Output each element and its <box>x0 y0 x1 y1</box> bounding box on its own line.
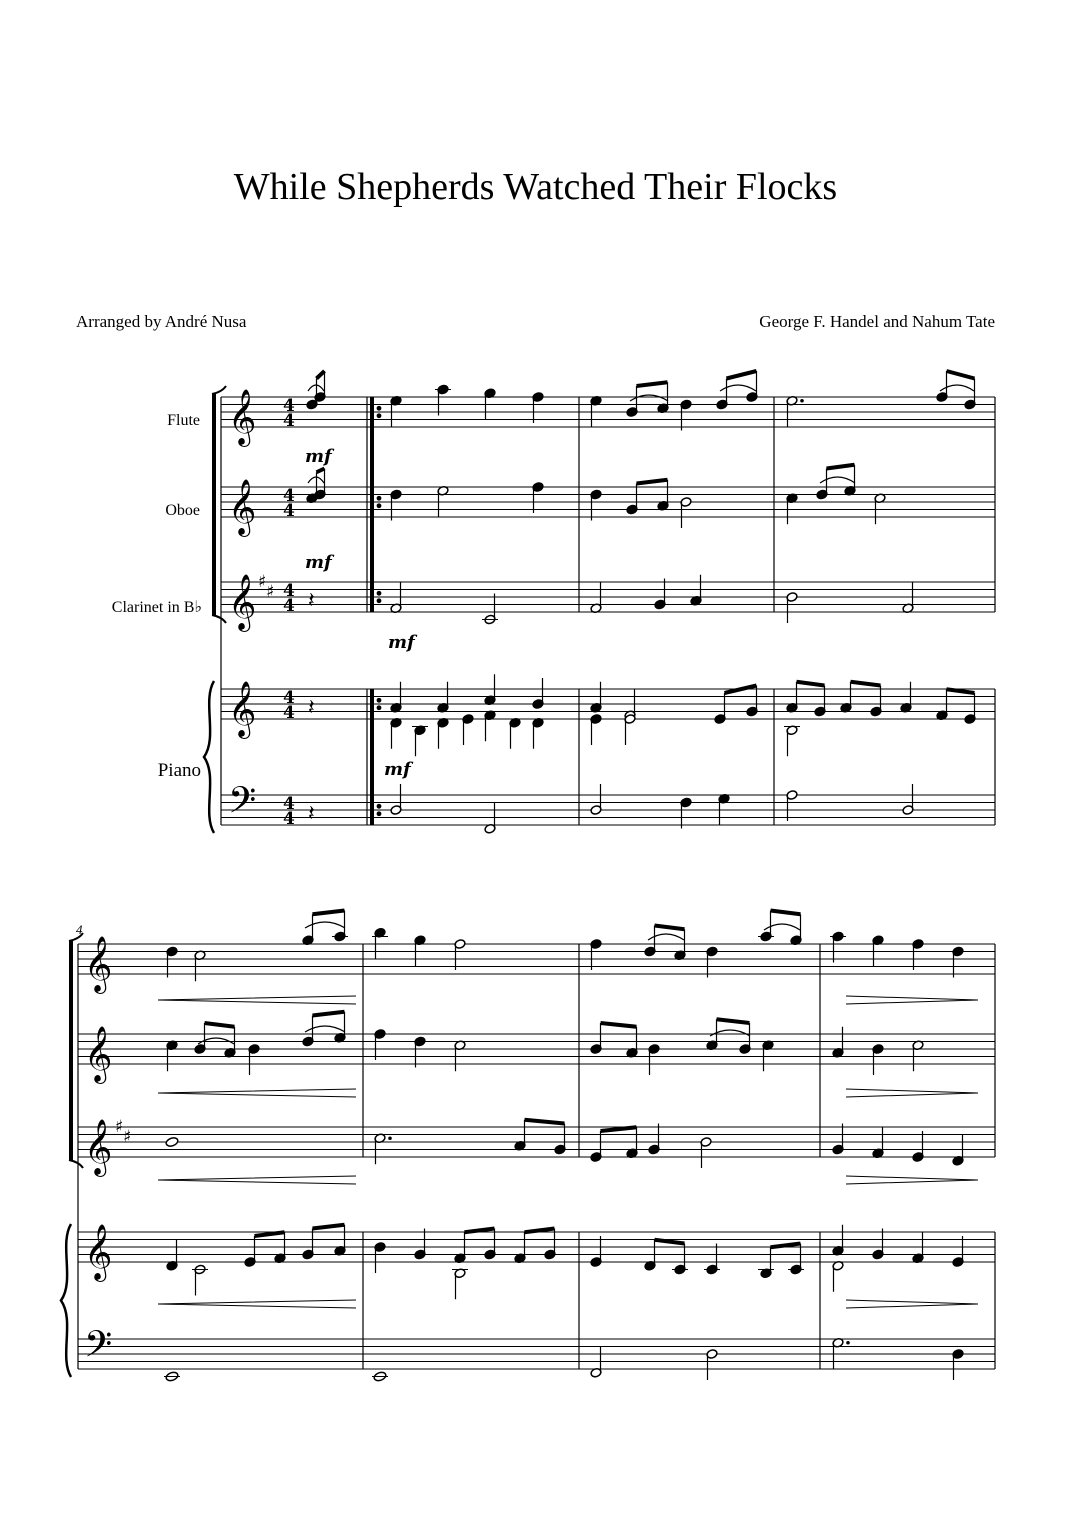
flute-staff <box>78 944 995 974</box>
piano-bass-staff <box>221 795 995 825</box>
piano-brace <box>61 1224 71 1377</box>
crescendo-hairpin <box>158 996 356 1004</box>
dynamic-mf: mf <box>305 446 332 467</box>
dynamic-mf: mf <box>388 632 415 653</box>
beam <box>255 1232 285 1236</box>
treble-clef: 𝄞 <box>228 681 257 737</box>
repeat-dot <box>377 812 381 816</box>
treble-clef: 𝄞 <box>228 389 257 445</box>
time-sig-top: 4 <box>283 581 295 601</box>
beam <box>205 1023 235 1027</box>
beam <box>313 911 345 915</box>
dynamic-mf: mf <box>305 552 332 573</box>
beam <box>717 1019 750 1023</box>
quarter-rest: 𝄽 <box>308 588 315 614</box>
beam <box>525 1120 565 1124</box>
time-sig-top: 4 <box>283 688 295 708</box>
score-title: While Shepherds Watched Their Flocks <box>233 166 838 208</box>
time-sig-bottom: 4 <box>283 596 295 616</box>
dynamic-mf: mf <box>384 759 411 780</box>
beam <box>947 371 975 379</box>
beam <box>947 689 975 693</box>
treble-clef: 𝄞 <box>228 479 257 535</box>
bracket <box>69 941 73 1160</box>
beam <box>655 926 685 930</box>
beam <box>727 371 757 379</box>
treble-clef: 𝄞 <box>84 1224 113 1280</box>
beam <box>655 1240 685 1244</box>
beam <box>797 682 825 686</box>
treble-clef: 𝄞 <box>84 1119 113 1175</box>
beam <box>827 465 855 469</box>
sharp-accidental: ♯ <box>123 1127 132 1147</box>
piano-bass-staff <box>78 1339 995 1369</box>
beam <box>313 1225 345 1229</box>
decrescendo-hairpin <box>846 1300 978 1308</box>
bracket-hook <box>69 1160 83 1168</box>
clarinet-staff <box>221 582 995 612</box>
beam <box>771 911 801 915</box>
beam <box>851 682 881 686</box>
crescendo-hairpin <box>158 1176 356 1184</box>
slur <box>764 924 800 930</box>
notes <box>164 371 976 1382</box>
decrescendo-hairpin <box>846 1089 978 1097</box>
whole-note <box>165 1136 179 1147</box>
slur <box>305 1026 345 1032</box>
flute-label: Flute <box>167 412 200 429</box>
piano-label: Piano <box>157 760 201 781</box>
slur <box>305 922 345 928</box>
time-signatures <box>283 396 295 829</box>
treble-clef: 𝄞 <box>84 936 113 992</box>
beam <box>317 469 325 473</box>
slur <box>648 934 684 940</box>
measure-number: 4 <box>76 922 83 937</box>
bracket-hook <box>212 386 226 394</box>
sharp-accidental: ♯ <box>266 582 275 602</box>
flute-staff <box>221 397 995 427</box>
crescendo-hairpin <box>158 1089 356 1097</box>
repeat-dot <box>377 414 381 418</box>
repeat-dot <box>377 599 381 603</box>
time-sig-bottom: 4 <box>283 809 295 829</box>
arranger-credit: Arranged by André Nusa <box>76 312 247 331</box>
note-dot <box>846 1341 850 1345</box>
sharp-accidental: ♯ <box>115 1117 124 1137</box>
time-sig-bottom: 4 <box>283 501 295 521</box>
clarinet-label: Clarinet in B♭ <box>111 599 202 616</box>
beam <box>601 1127 637 1131</box>
treble-clef: 𝄞 <box>84 1026 113 1082</box>
repeat-dot <box>377 698 381 702</box>
oboe-label: Oboe <box>165 502 200 519</box>
bass-clef: 𝄢 <box>228 779 257 831</box>
treble-clef: 𝄞 <box>228 574 257 630</box>
beam <box>637 480 668 484</box>
time-sig-top: 4 <box>283 794 295 814</box>
bass-clef: 𝄢 <box>84 1323 113 1375</box>
repeat-dot <box>377 706 381 710</box>
slur <box>720 385 756 391</box>
piano-treble-staff <box>78 1232 995 1262</box>
dynamics-and-hairpins <box>158 446 978 1308</box>
decrescendo-hairpin <box>846 996 978 1004</box>
composer-credit: George F. Handel and Nahum Tate <box>759 312 995 331</box>
quarter-rest: 𝄽 <box>308 695 315 721</box>
beam <box>601 1023 637 1027</box>
time-sig-bottom: 4 <box>283 411 295 431</box>
time-sig-bottom: 4 <box>283 703 295 723</box>
note-dot <box>800 399 804 403</box>
slur <box>820 477 855 483</box>
quarter-rest: 𝄽 <box>308 801 315 827</box>
repeat-dot <box>377 504 381 508</box>
piano-brace <box>204 681 214 833</box>
time-sig-top: 4 <box>283 396 295 416</box>
beam <box>317 371 325 379</box>
beam <box>313 1012 345 1016</box>
repeat-dot <box>377 591 381 595</box>
slur <box>940 385 974 391</box>
beam <box>637 382 668 386</box>
slur <box>630 395 668 401</box>
decrescendo-hairpin <box>846 1176 978 1184</box>
bracket <box>212 394 216 615</box>
repeat-dot <box>377 804 381 808</box>
sharp-accidental: ♯ <box>258 572 267 592</box>
bracket-hook <box>212 615 226 623</box>
note-dot <box>388 1136 392 1140</box>
clefs <box>84 389 274 1375</box>
crescendo-hairpin <box>158 1300 356 1308</box>
clarinet-staff <box>78 1127 995 1157</box>
repeat-dot <box>377 406 381 410</box>
repeat-dot <box>377 496 381 500</box>
time-sig-top: 4 <box>283 486 295 506</box>
